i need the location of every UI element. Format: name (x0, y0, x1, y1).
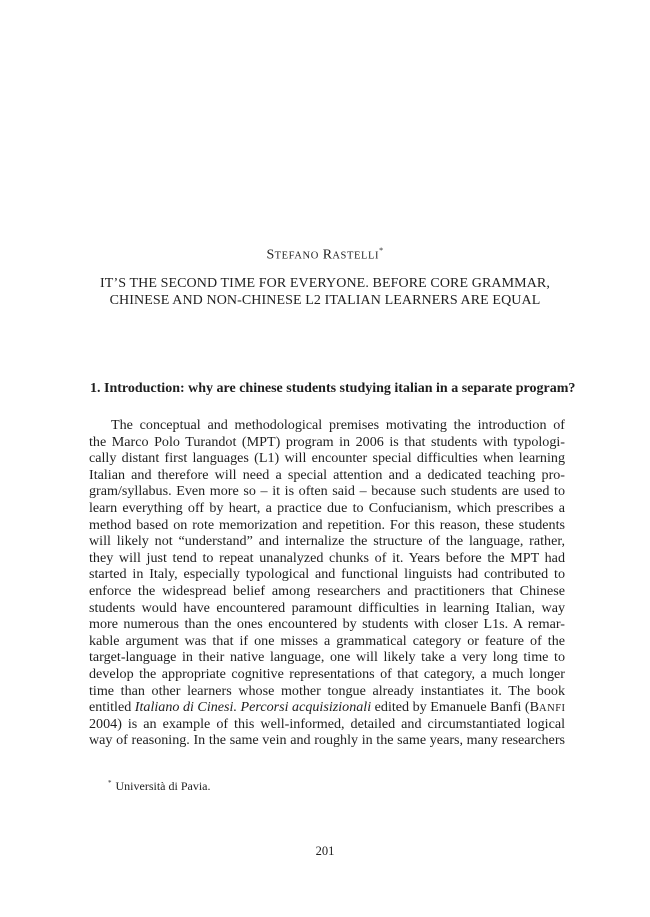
body-line-with-citation (89, 699, 565, 716)
body-line: cally distant first languages (L1) will encounter special difficulties when learning (89, 450, 565, 467)
footnote-text: Università di Pavia. (115, 779, 211, 793)
body-line: more numerous than the ones encountered by students with closer L1s. A remar- (89, 616, 565, 633)
author-last-initial: R (322, 247, 333, 263)
section-heading: 1. Introduction: why are chinese students studying italian in a separate program? (90, 381, 576, 396)
body-line: 2004) is an example of this well-informed, detailed and circumstantiated logical (89, 715, 565, 732)
body-line: time than other learners whose mother tongue already instantiates it. The book (89, 682, 565, 699)
body-line: started in Italy, especially typological and functional linguists had contributed to (89, 566, 565, 583)
author-first-initial: S (266, 247, 275, 263)
author-footnote-marker: * (379, 246, 384, 255)
cited-book-title: Italiano di Cinesi. Percorsi acquisizionali (134, 699, 372, 716)
body-line: The conceptual and methodological premises motivating the introduction of (111, 417, 565, 433)
page-number: 201 (315, 844, 335, 858)
author-first-rest: TEFANO (274, 250, 319, 262)
body-line: enforce the widespread belief among researchers and practitioners that Chinese (89, 582, 565, 599)
footnote (108, 779, 210, 794)
author-last-rest: ASTELLI (332, 250, 380, 262)
paper-title (60, 275, 590, 309)
citation-rest: ANFI (539, 703, 566, 715)
line18-mid: edited by Emanuele Banfi ( (371, 699, 530, 716)
body-line: the Marco Polo Turandot (MPT) program in 2006 is that students with typologi- (89, 433, 565, 450)
body-line: Italian and therefore will need a special attention and a dedicated teaching pro- (89, 466, 565, 483)
footnote-marker: * (108, 779, 112, 787)
body-line: method based on rote memorization and repetition. For this reason, these students (89, 516, 565, 533)
body-line: target-language in their native language, one will likely take a very long time to (89, 649, 565, 666)
title-line-1: IT’S THE SECOND TIME FOR EVERYONE. BEFORE CORE GRAMMAR, (100, 276, 550, 291)
body-line: learn everything off by heart, a practice due to Confucianism, which prescribes a (89, 499, 565, 516)
citation-initial: B (529, 699, 540, 716)
body-line: they will just tend to repeat unanalyzed chunks of it. Years before the MPT had (89, 549, 565, 566)
body-line: develop the appropriate cognitive representations of that category, a much longer (89, 665, 565, 682)
body-paragraph (89, 417, 565, 749)
body-line: kable argument was that if one misses a grammatical category or feature of the (89, 632, 565, 649)
body-line: way of reasoning. In the same vein and roughly in the same years, many researchers (89, 732, 565, 749)
body-line: gram/syllabus. Even more so – it is often said – because such students are used to (89, 483, 565, 500)
title-line-2: CHINESE AND NON-CHINESE L2 ITALIAN LEARNERS ARE EQUAL (109, 293, 541, 308)
author-name (0, 246, 650, 264)
line18-pre: entitled (89, 699, 135, 716)
body-line: students would have encountered paramount difficulties in learning Italian, way (89, 599, 565, 616)
body-line: will likely not “understand” and internalize the structure of the language, rather, (89, 533, 565, 550)
